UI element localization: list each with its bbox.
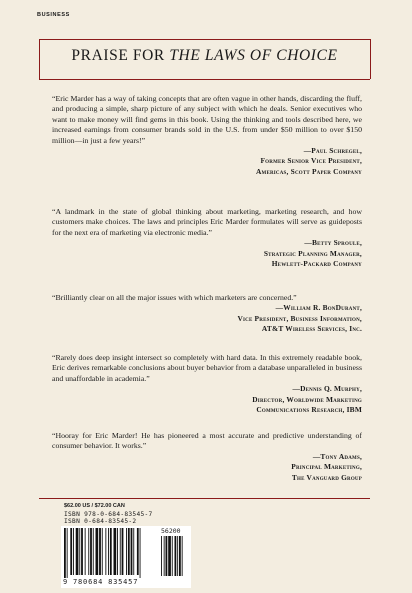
- barcode-bar: [99, 528, 101, 575]
- quote-text: “Brilliantly clear on all the major issues with which marketers are concerned.”: [52, 293, 297, 302]
- barcode-bar: [64, 528, 66, 578]
- quote-attribution-title: Strategic Planning Manager,: [263, 248, 362, 258]
- barcode-addon-number: 56200: [161, 527, 181, 535]
- barcode-addon-bar: [172, 536, 173, 576]
- barcode-addon-bar: [164, 536, 165, 576]
- quote-text: “Rarely does deep insight intersect so completely with hard data. In this extremely readable book, Eric derives remarkable conclusions about buyer behavior from a database unparalleled in business and unaffordable in academia.”: [52, 353, 362, 383]
- barcode-bar: [81, 528, 83, 575]
- praise-heading: [39, 47, 370, 65]
- frame-rule-middle: [39, 79, 370, 80]
- frame-rule-right: [370, 39, 371, 79]
- quote-attribution-org: AT&T Wireless Services, Inc.: [261, 324, 362, 334]
- barcode-bar: [102, 528, 103, 575]
- quote-attribution-org: Americas, Scott Paper Company: [255, 166, 362, 176]
- quote-text: “A landmark in the state of global thinking about marketing, marketing research, and how customers make choices. The laws and principles Eric Marder formulates will serve as guideposts for the next era of marketing via electronic media.”: [52, 207, 362, 237]
- barcode-bar: [90, 528, 92, 575]
- barcode-bar: [117, 528, 118, 575]
- price-label: $62.00 US / $72.00 CAN: [64, 503, 125, 509]
- quote-attribution-title: Director, Worldwide Marketing: [252, 394, 362, 404]
- barcode-bar: [76, 528, 79, 575]
- quote-attribution-title: Principal Marketing,: [291, 462, 362, 472]
- frame-rule-bottom: [39, 498, 370, 499]
- frame-rule-top: [39, 39, 370, 40]
- category-label: BUSINESS: [37, 12, 70, 18]
- barcode-addon-bar: [179, 536, 181, 576]
- barcode-addon-bar: [161, 536, 162, 576]
- quote-attribution-name: —Betty Sproule,: [304, 238, 362, 248]
- barcode-bar: [108, 528, 109, 575]
- quote-attribution-org: Hewlett-Packard Company: [271, 259, 362, 269]
- quote-attribution-name: —Dennis Q. Murphy,: [292, 384, 362, 394]
- quote-attribution-title: Vice President, Business Information,: [237, 313, 362, 323]
- heading-prefix: PRAISE FOR: [71, 47, 170, 64]
- barcode-addon-bar: [168, 536, 171, 576]
- barcode-bar: [70, 528, 72, 575]
- barcode-bar: [131, 528, 133, 575]
- barcode: [61, 526, 191, 588]
- praise-quote: [52, 94, 362, 177]
- barcode-bar: [96, 528, 99, 575]
- quote-attribution-title: Former Senior Vice President,: [260, 156, 362, 166]
- barcode-bar: [67, 528, 68, 578]
- barcode-bar: [122, 528, 124, 575]
- barcode-bar: [93, 528, 94, 575]
- barcode-digits: 9 780684 835457: [63, 578, 139, 586]
- quote-attribution-name: —William R. BonDurant,: [275, 303, 362, 313]
- heading-book-title: THE LAWS OF CHOICE: [169, 47, 338, 64]
- quote-attribution-org: Communications Research, IBM: [256, 405, 362, 415]
- barcode-bar: [105, 528, 106, 575]
- barcode-bar: [128, 528, 130, 575]
- barcode-bar: [79, 528, 80, 575]
- praise-quote: [52, 293, 362, 335]
- barcode-bar: [140, 528, 141, 578]
- barcode-bar: [120, 528, 121, 575]
- barcode-addon-bar: [166, 536, 168, 576]
- barcode-bar: [133, 528, 134, 575]
- barcode-bar: [73, 528, 74, 575]
- barcode-bar: [85, 528, 86, 575]
- barcode-addon-bar: [182, 536, 183, 576]
- quote-attribution-name: —Paul Schregel,: [303, 146, 362, 156]
- barcode-addon-bar: [177, 536, 178, 576]
- barcode-bar: [88, 528, 89, 575]
- praise-quote: [52, 431, 362, 483]
- barcode-bar: [126, 528, 127, 575]
- praise-quote: [52, 207, 362, 269]
- barcode-bar: [137, 528, 139, 575]
- isbn-10: ISBN 0-684-83545-2: [64, 518, 137, 525]
- quote-attribution-org: The Vanguard Group: [291, 472, 362, 482]
- barcode-bar: [110, 528, 112, 575]
- quote-text: “Eric Marder has a way of taking concepts that are often vague in other hands, discarding the fluff, and producing a simple, sharp picture of any subject with which he deals. Senior executives who want to make money will find gems in this book. Using the thinking and tools described here, we increased earnings from consumer brands sold in the U.S. from under $50 million to over $150 million—in just a few years!”: [52, 94, 362, 145]
- barcode-addon-bar: [175, 536, 177, 576]
- barcode-bar: [114, 528, 117, 575]
- isbn-13: ISBN 978-0-684-83545-7: [64, 511, 153, 518]
- praise-quote: [52, 353, 362, 415]
- quote-text: “Hooray for Eric Marder! He has pioneered a most accurate and predictive understanding of consumer behavior. It works.”: [52, 431, 362, 451]
- quote-attribution-name: —Tony Adams,: [312, 451, 362, 461]
